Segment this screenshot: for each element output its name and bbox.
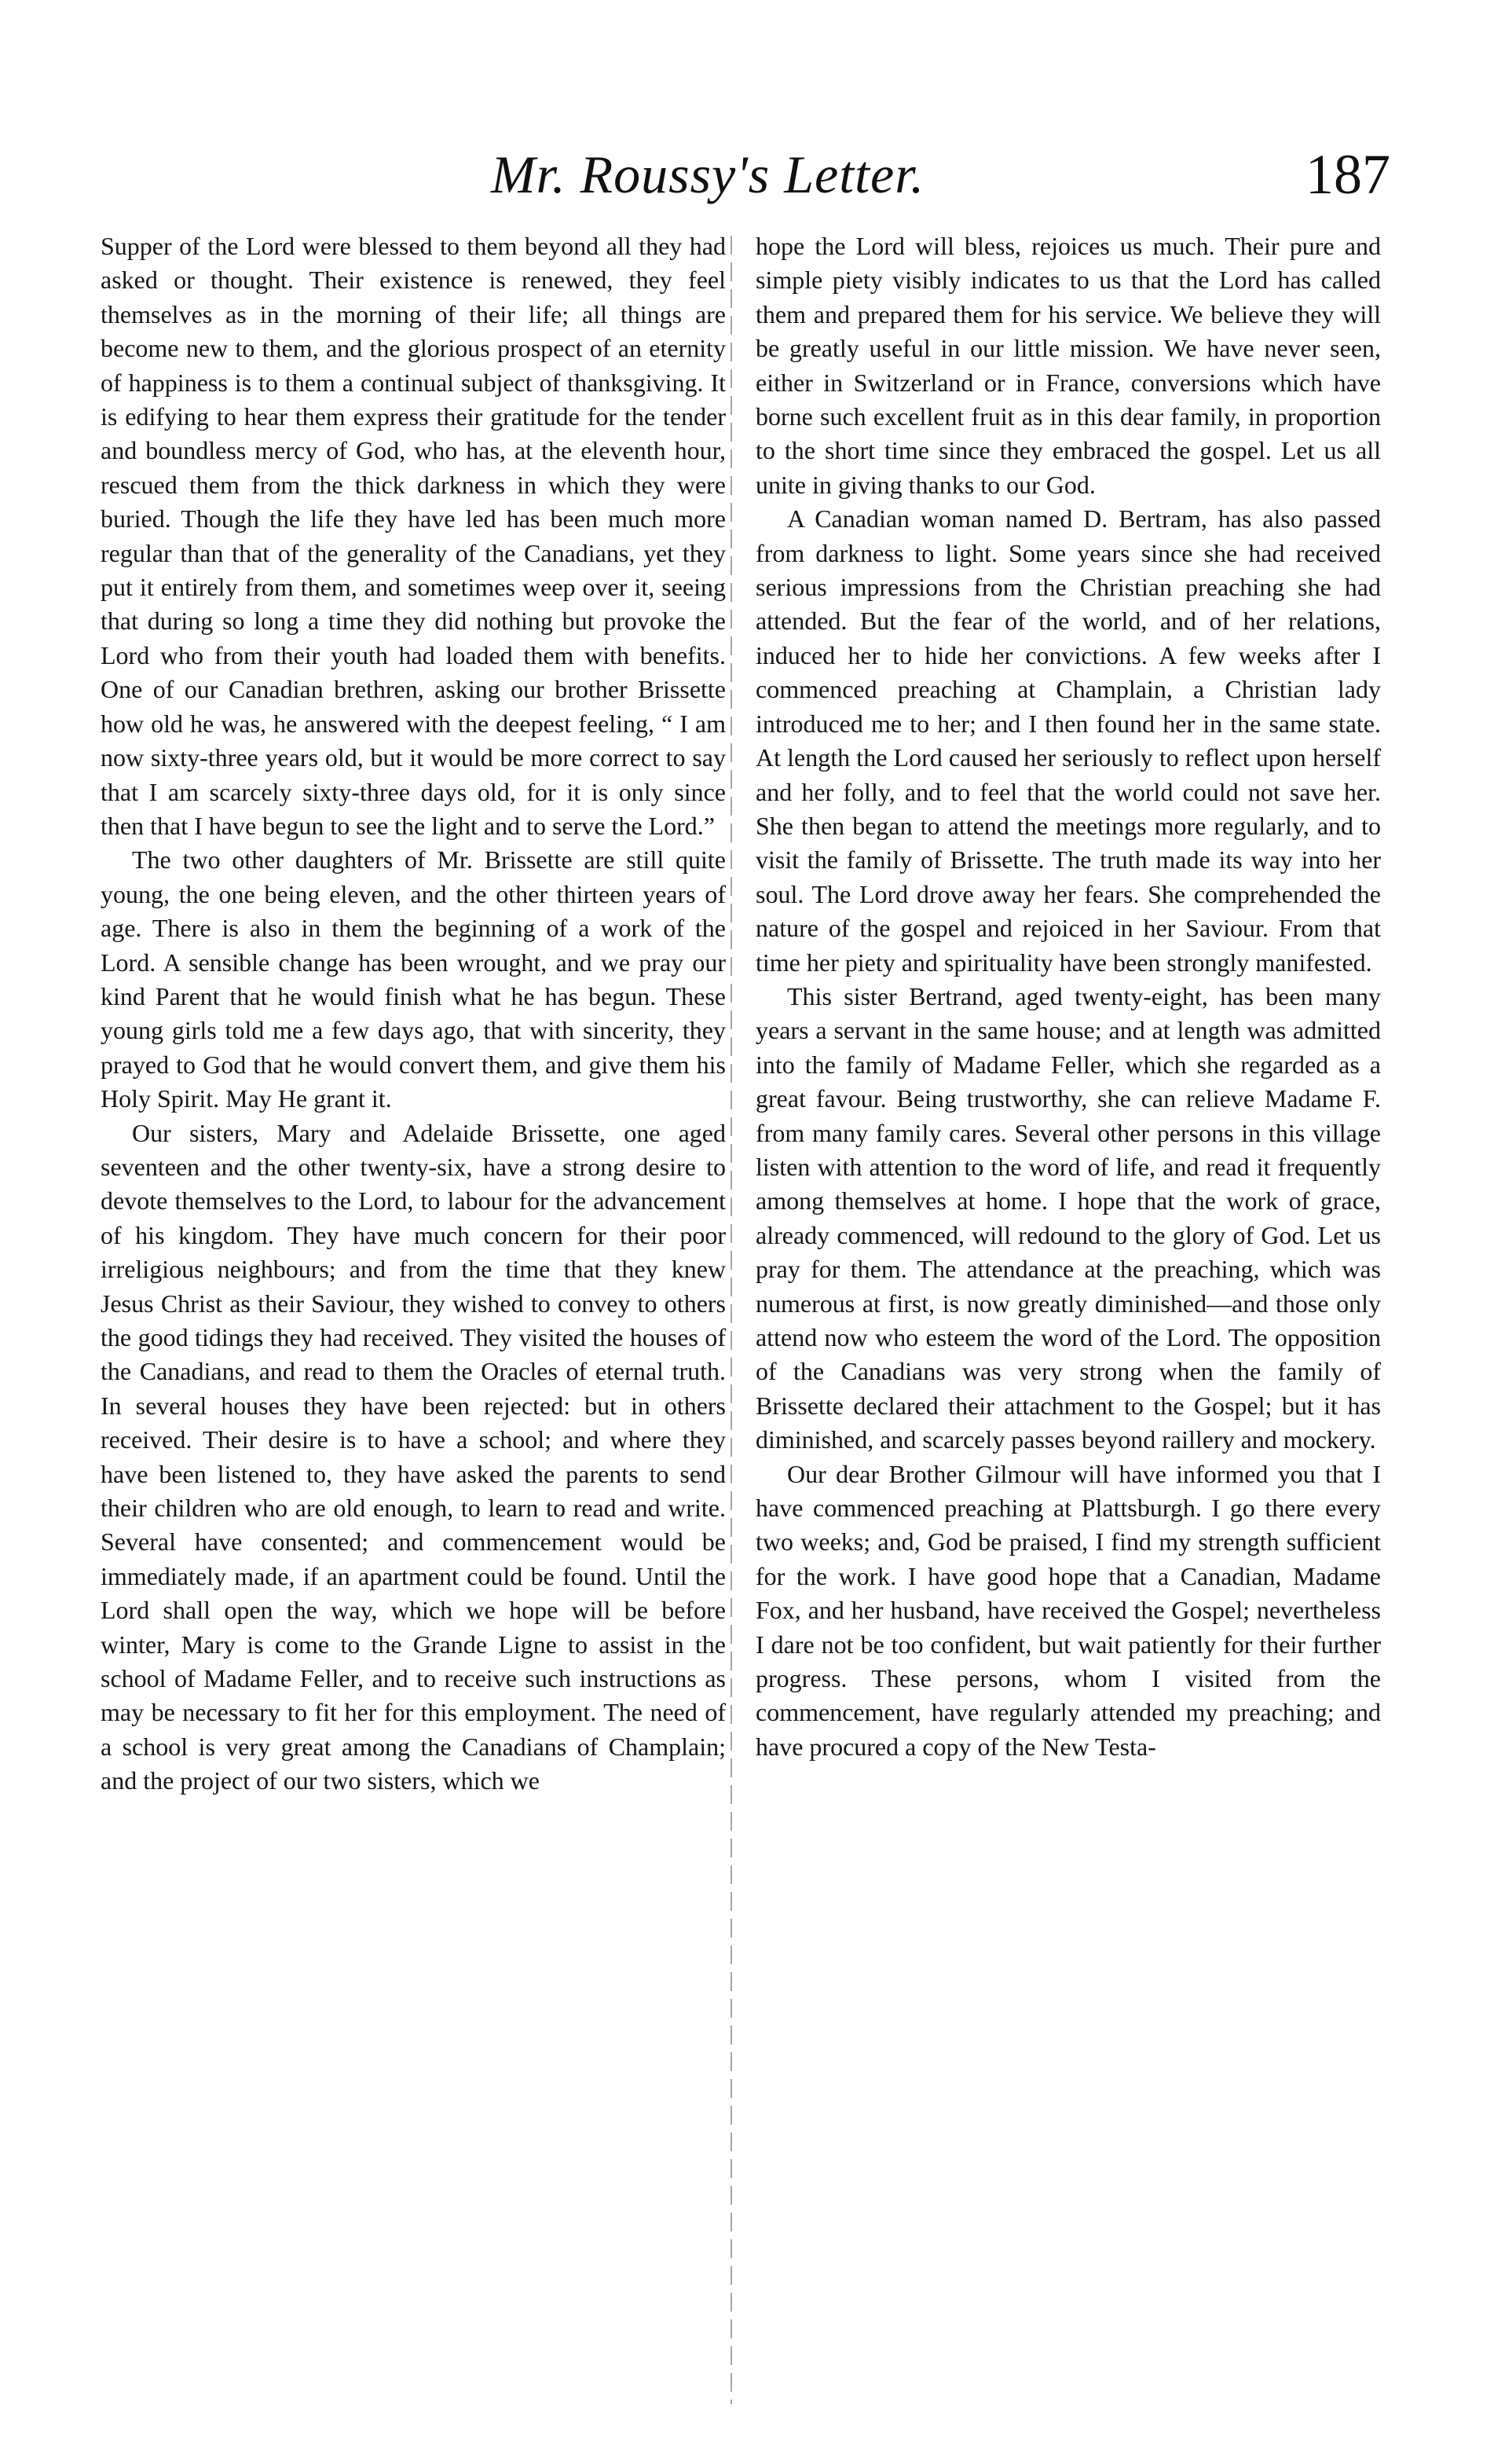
right-paragraph-3: This sister Bertrand, aged twenty-eight, has been many years a servant in the same house; and at length was admitted into the family of Madame Feller, which she regarded as a great favour. Being trustworthy, she can relieve Madame F. from many family cares. Several other persons in this village listen with attention to the word of life, and read it frequently among themselves at home. I hope that the work of grace, already commenced, will redound to the glory of God. Let us pray for them. The attendance at the preaching, which was numerous at first, is now greatly diminished—and those only attend now who esteem the word of the Lord. The opposition of the Canadians was very strong when the family of Brissette declared their attachment to the Gospel; but it has diminished, and scarcely passes beyond raillery and mockery. [756,981,1381,1454]
left-paragraph-3: Our sisters, Mary and Adelaide Brissette, one aged seventeen and the other twenty-six, have a strong desire to devote themselves to the Lord, to labour for the advancement of his kingdom. They have much concern for their poor irreligious neighbours; and from the time that they knew Jesus Christ as their Saviour, they wished to convey to others the good tidings they had received. They visited the houses of the Canadians, and read to them the Oracles of eternal truth. In several houses they have been rejected: but in others received. Their desire is to have a school; and where they have been listened to, they have asked the parents to send their children who are old enough, to learn to read and write. Several have consented; and commencement would be immediately made, if an apartment could be found. Until the Lord shall open the way, which we hope will be before winter, Mary is come to the Grande Ligne to assist in the school of Madame Feller, and to receive such instructions as may be necessary to fit her for this employment. The need of a school is very great among the Canadians of Champlain; and the project of our two sisters, which we [101,1118,726,1795]
right-paragraph-2: A Canadian woman named D. Bertram, has also passed from darkness to light. Some years since she had received serious impressions from the Christian preaching she had attended. But the fear of the world, and of her relations, induced her to hide her convictions. A few weeks after I commenced preaching at Champlain, a Christian lady introduced me to her; and I then found her in the same state. At length the Lord caused her seriously to reflect upon herself and her folly, and to feel that the world could not save her. She then began to attend the meetings more regularly, and to visit the family of Brissette. The truth made its way into her soul. The Lord drove away her fears. She comprehended the nature of the gospel and rejoiced in her Saviour. From that time her piety and spirituality have been strongly manifested. [756,504,1381,977]
right-paragraph-4: Our dear Brother Gilmour will have informed you that I have commenced preaching at Plattsburgh. I go there every two weeks; and, God be praised, I find my strength sufficient for the work. I have good hope that a Canadian, Madame Fox, and her husband, have received the Gospel; nevertheless I dare not be too confident, but wait patiently for their further progress. These persons, whom I visited from the commencement, have regularly attended my preaching; and have procured a copy of the New Testa- [756,1459,1381,1761]
column-divider [731,236,732,2404]
page-number: 187 [1305,143,1390,206]
left-paragraph-1: Supper of the Lord were blessed to them beyond all they had asked or thought. Their existence is renewed, they feel themselves as in the morning of their life; all things are become new to them, and the glorious prospect of an eternity of happiness is to them a continual subject of thanksgiving. It is edifying to hear them express their gratitude for the tender and boundless mercy of God, who has, at the eleventh hour, rescued them from the thick darkness in which they were buried. Though the life they have led has been much more regular than that of the generality of the Canadians, yet they put it entirely from them, and sometimes weep over it, seeing that during so long a time they did nothing but provoke the Lord who from their youth had loaded them with benefits. One of our Canadian brethren, asking our brother Brissette how old he was, he answered with the deepest feeling, “ I am now sixty-three years old, but it would be more correct to say that I am scarcely sixty-three days old, for it is only since then that I have begun to see the light and to serve the Lord.” [101,232,726,840]
right-paragraph-1: hope the Lord will bless, rejoices us much. Their pure and simple piety visibly indicates to us that the Lord has called them and prepared them for his service. We believe they will be greatly useful in our little mission. We have never seen, either in Switzerland or in France, conversions which have borne such excellent fruit as in this dear family, in proportion to the short time since they embraced the gospel. Let us all unite in giving thanks to our God. [756,232,1381,499]
right-column [756,229,1381,2414]
left-column [101,229,726,2414]
running-title: Mr. Roussy's Letter. [491,145,925,204]
running-head [94,135,1390,214]
left-paragraph-2: The two other daughters of Mr. Brissette are still quite young, the one being eleven, and the other thirteen years of age. There is also in them the beginning of a work of the Lord. A sensible change has been wrought, and we pray our kind Parent that he would finish what he has begun. These young girls told me a few days ago, that with sincerity, they prayed to God that he would convert them, and give them his Holy Spirit. May He grant it. [101,845,726,1113]
